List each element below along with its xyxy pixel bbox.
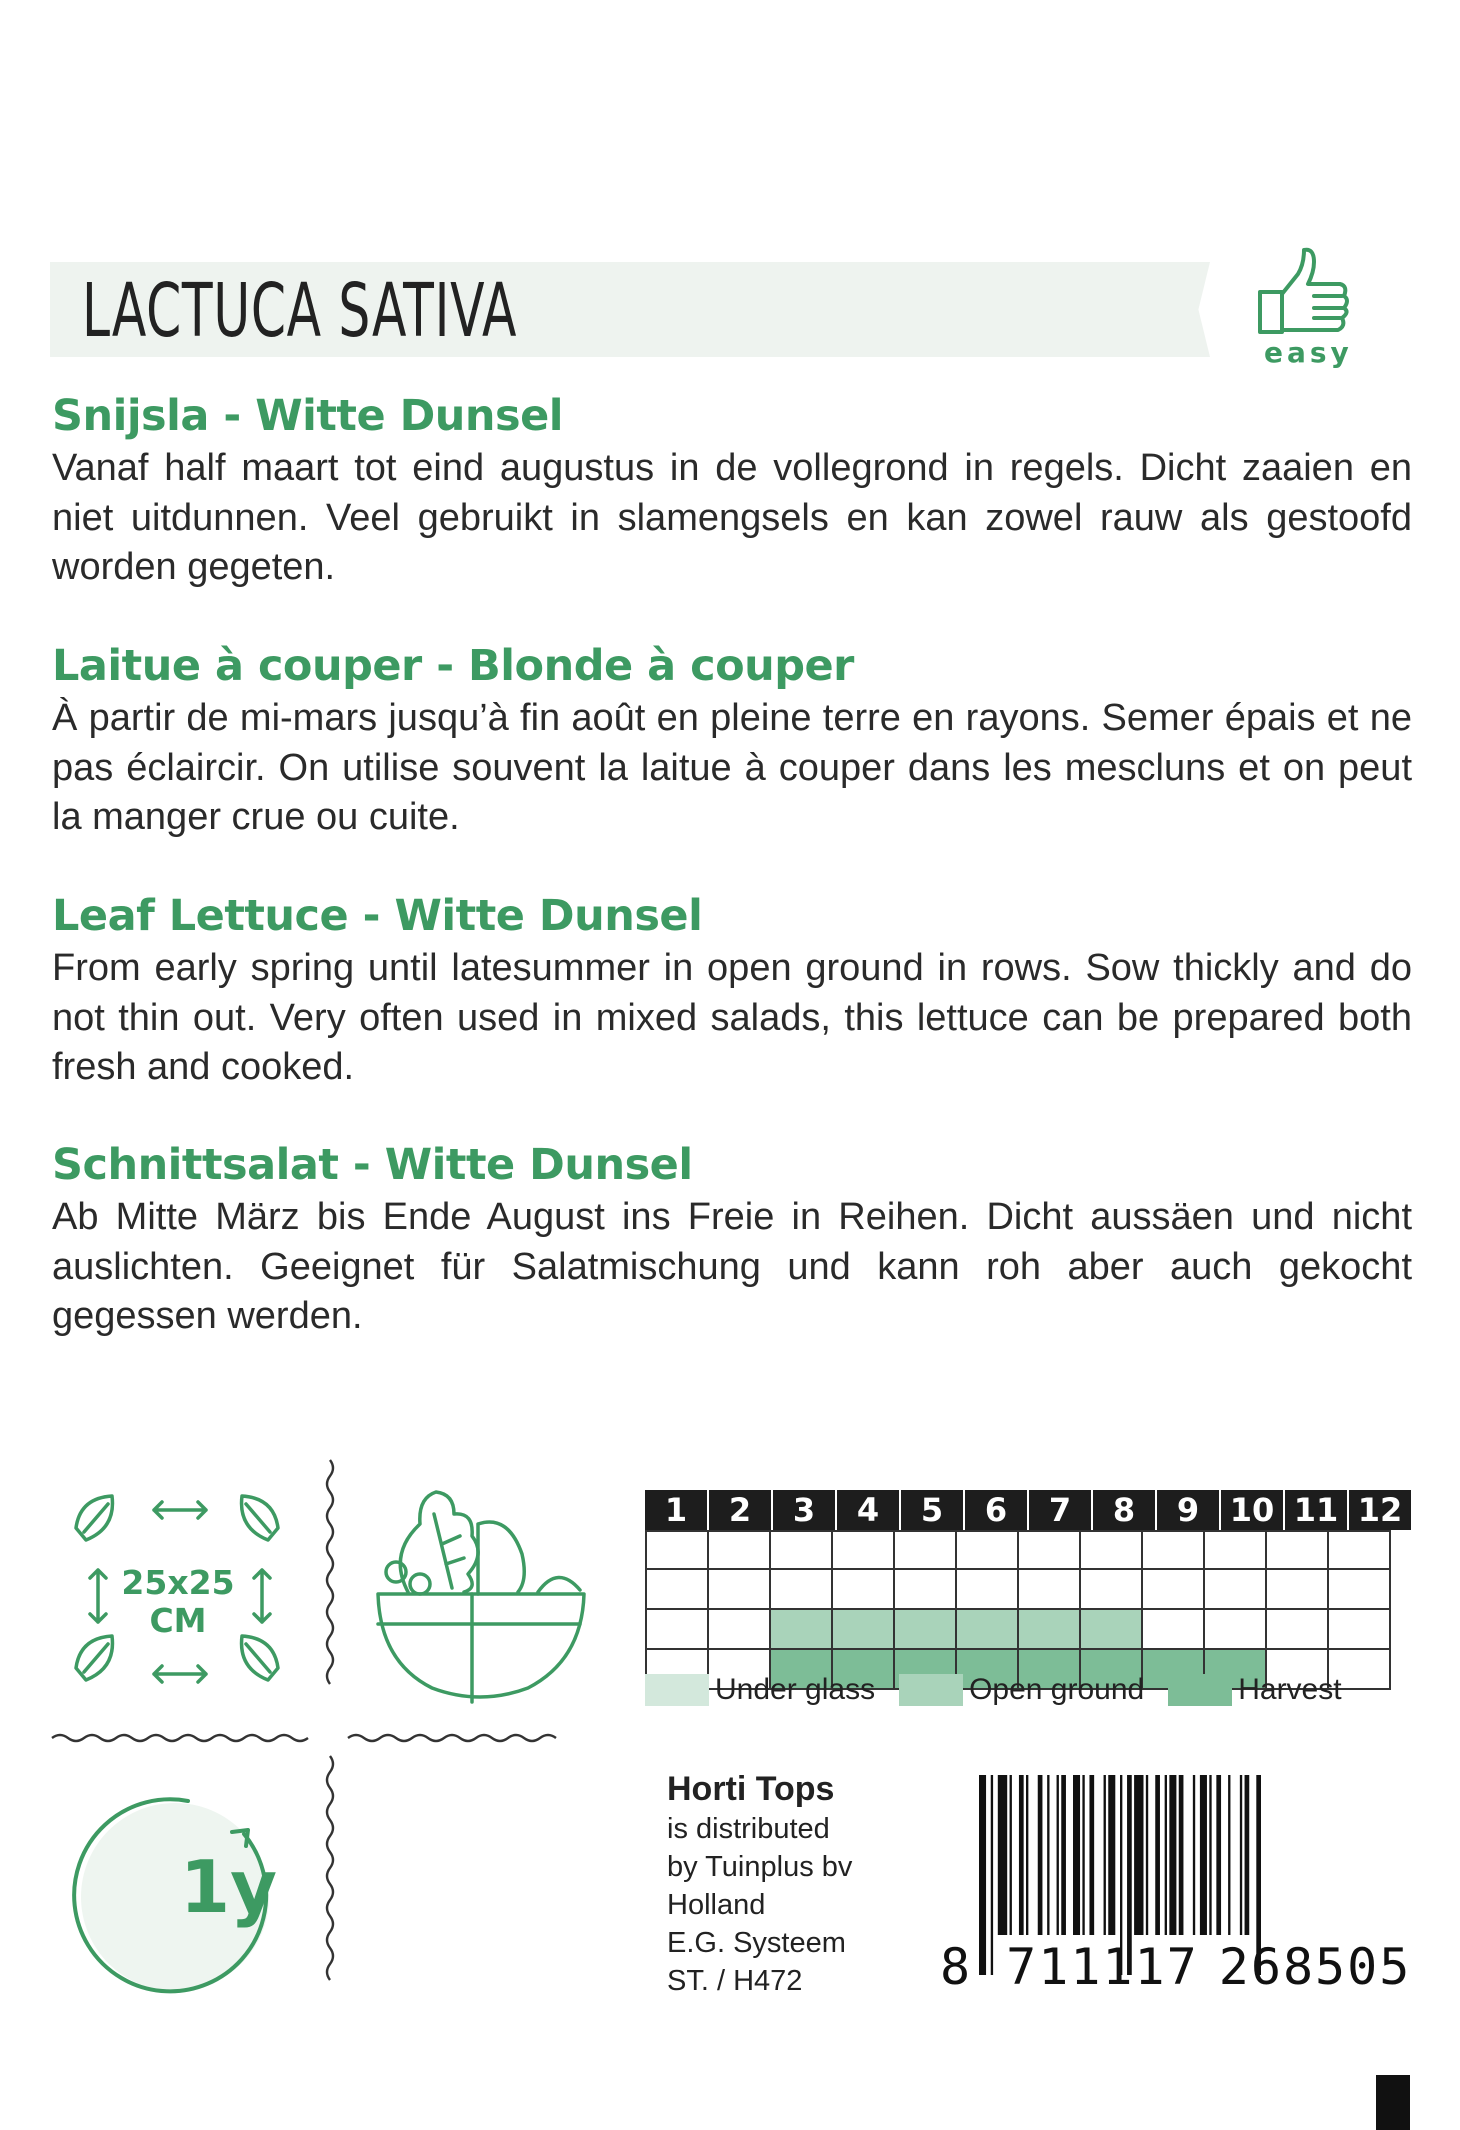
legend-swatch-under-glass xyxy=(645,1674,709,1706)
barcode-bar xyxy=(1245,1775,1250,1935)
spacing-value: 25x25 xyxy=(121,1563,235,1602)
calendar-cell xyxy=(1143,1570,1205,1610)
barcode-bar xyxy=(1216,1775,1221,1935)
thumbs-up-icon xyxy=(1248,244,1358,339)
calendar-cell xyxy=(895,1530,957,1570)
calendar-row xyxy=(647,1570,1411,1610)
calendar-cell xyxy=(1019,1530,1081,1570)
distributor-line: ST. / H472 xyxy=(667,1965,803,1997)
legend-swatch-open-ground xyxy=(899,1674,963,1706)
section-body: From early spring until latesummer in open ground in rows. Sow thickly and do not thin out. Very often used in mixed salads, this lettuce can be prepared both fresh and cooked. xyxy=(52,947,1412,1088)
calendar-row xyxy=(647,1530,1411,1570)
calendar-cell xyxy=(1019,1570,1081,1610)
easy-label: easy xyxy=(1264,336,1353,369)
month-header: 3 xyxy=(773,1490,835,1530)
calendar-row xyxy=(647,1610,1411,1650)
barcode-bar xyxy=(1082,1775,1084,1935)
barcode-bar xyxy=(1019,1775,1024,1935)
legend-label-under-glass: Under glass xyxy=(715,1673,876,1706)
calendar-cell xyxy=(833,1610,895,1650)
calendar-cell xyxy=(1329,1570,1391,1610)
calendar-cell xyxy=(1267,1530,1329,1570)
month-header: 6 xyxy=(965,1490,1027,1530)
calendar-cell xyxy=(1267,1610,1329,1650)
month-header: 4 xyxy=(837,1490,899,1530)
legend-label-open-ground: Open ground xyxy=(969,1673,1145,1706)
calendar-cell xyxy=(771,1530,833,1570)
barcode-bar xyxy=(1179,1775,1184,1935)
barcode-bar xyxy=(1155,1775,1160,1935)
calendar-cell xyxy=(1143,1530,1205,1570)
salad-bowl-icon xyxy=(368,1484,598,1714)
section-title: Snijsla - Witte Dunsel xyxy=(52,391,564,441)
barcode-bar xyxy=(1193,1775,1195,1935)
calendar-cell xyxy=(1081,1530,1143,1570)
barcode-bar xyxy=(1165,1775,1167,1935)
calendar-cell xyxy=(895,1570,957,1610)
barcode-bar xyxy=(1010,1775,1012,1935)
distributor-line: by Tuinplus bv xyxy=(667,1851,853,1883)
barcode-bar xyxy=(1200,1775,1207,1935)
barcode-bar xyxy=(1169,1775,1176,1935)
section-german xyxy=(52,1137,1412,1342)
calendar-cell xyxy=(957,1610,1019,1650)
section-body: Vanaf half maart tot eind augustus in de vollegrond in regels. Dicht zaaien en niet uitdunnen. Veel gebruikt in slamengsels en kan zowel rauw als gestoofd worden gegeten. xyxy=(52,447,1412,588)
barcode-bar xyxy=(1240,1775,1242,1935)
barcode-bar xyxy=(998,1775,1007,1935)
month-header: 7 xyxy=(1029,1490,1091,1530)
barcode-bar xyxy=(1057,1775,1059,1935)
barcode-bar xyxy=(1104,1775,1106,1935)
calendar-cell xyxy=(1081,1610,1143,1650)
section-english xyxy=(52,888,1412,1093)
spacing-unit: CM xyxy=(149,1601,207,1640)
calendar-cell xyxy=(1267,1570,1329,1610)
calendar-cell xyxy=(1329,1610,1391,1650)
calendar-cell xyxy=(1143,1610,1205,1650)
calendar-cell xyxy=(1205,1570,1267,1610)
month-header: 12 xyxy=(1349,1490,1411,1530)
calendar-cell xyxy=(957,1570,1019,1610)
brand-name: Horti Tops xyxy=(667,1770,835,1808)
barcode-number xyxy=(940,1938,1411,1996)
distributor-line: is distributed xyxy=(667,1813,830,1845)
barcode-bar xyxy=(1047,1775,1049,1935)
spacing-icon-block xyxy=(62,1488,292,1713)
calendar-cell xyxy=(1019,1610,1081,1650)
registration-mark xyxy=(1376,2075,1410,2130)
legend-swatch-harvest xyxy=(1168,1674,1232,1706)
calendar-cell xyxy=(1329,1530,1391,1570)
month-header: 11 xyxy=(1285,1490,1347,1530)
latin-name: LACTUCA SATIVA xyxy=(82,268,518,354)
calendar-cell xyxy=(709,1610,771,1650)
distributor-line: E.G. Systeem xyxy=(667,1927,846,1959)
month-header: 8 xyxy=(1093,1490,1155,1530)
barcode-right-digits: 268505 xyxy=(1218,1938,1412,1996)
section-french xyxy=(52,638,1412,843)
sowing-calendar xyxy=(645,1490,1411,1690)
barcode-bar xyxy=(1073,1775,1080,1935)
section-title: Leaf Lettuce - Witte Dunsel xyxy=(52,891,703,941)
calendar-cell xyxy=(771,1610,833,1650)
distributor-info xyxy=(667,1768,852,2000)
month-header: 2 xyxy=(709,1490,771,1530)
distributor-line: Holland xyxy=(667,1889,766,1921)
cycle-label: 1y xyxy=(180,1845,278,1929)
calendar-cell xyxy=(833,1570,895,1610)
barcode-bar xyxy=(1134,1775,1143,1935)
section-title: Schnittsalat - Witte Dunsel xyxy=(52,1140,693,1190)
calendar-grid xyxy=(645,1530,1411,1690)
barcode-first-digit: 8 xyxy=(940,1938,973,1996)
calendar-cell xyxy=(647,1530,709,1570)
calendar-cell xyxy=(647,1570,709,1610)
legend-label-harvest: Harvest xyxy=(1238,1673,1342,1706)
calendar-cell xyxy=(1205,1530,1267,1570)
barcode-bar xyxy=(1146,1775,1148,1935)
calendar-legend xyxy=(645,1673,1366,1707)
easy-badge xyxy=(1248,244,1358,374)
month-header: 5 xyxy=(901,1490,963,1530)
month-header: 10 xyxy=(1221,1490,1283,1530)
calendar-cell xyxy=(771,1570,833,1610)
barcode-bar xyxy=(1038,1775,1043,1935)
calendar-cell xyxy=(1205,1610,1267,1650)
calendar-cell xyxy=(833,1530,895,1570)
calendar-cell xyxy=(647,1610,709,1650)
barcode-bar xyxy=(1026,1775,1028,1935)
barcode-bar xyxy=(1089,1775,1094,1935)
section-title: Laitue à couper - Blonde à couper xyxy=(52,641,854,691)
section-body: Ab Mitte März bis Ende August ins Freie in Reihen. Dicht aussäen und nicht auslichten. Geeignet für Salatmischung und kann roh aber auch gekocht gegessen werden. xyxy=(52,1196,1412,1337)
month-header: 1 xyxy=(645,1490,707,1530)
calendar-cell xyxy=(1081,1570,1143,1610)
section-dutch xyxy=(52,388,1412,593)
calendar-cell xyxy=(709,1570,771,1610)
section-body: À partir de mi-mars jusqu’à fin août en pleine terre en rayons. Semer épais et ne pas éclaircir. On utilise souvent la laitue à couper dans les mescluns et on peut la manger crue ou cuite. xyxy=(52,697,1412,838)
barcode-bar xyxy=(1108,1775,1115,1935)
month-header: 9 xyxy=(1157,1490,1219,1530)
barcode-bar xyxy=(1061,1775,1066,1935)
calendar-cell xyxy=(709,1530,771,1570)
barcode-left-digits: 711117 xyxy=(1006,1938,1199,1996)
calendar-cell xyxy=(895,1610,957,1650)
barcode-bar xyxy=(1228,1775,1230,1935)
calendar-header xyxy=(645,1490,1411,1530)
calendar-cell xyxy=(957,1530,1019,1570)
barcode-bar xyxy=(1209,1775,1211,1935)
